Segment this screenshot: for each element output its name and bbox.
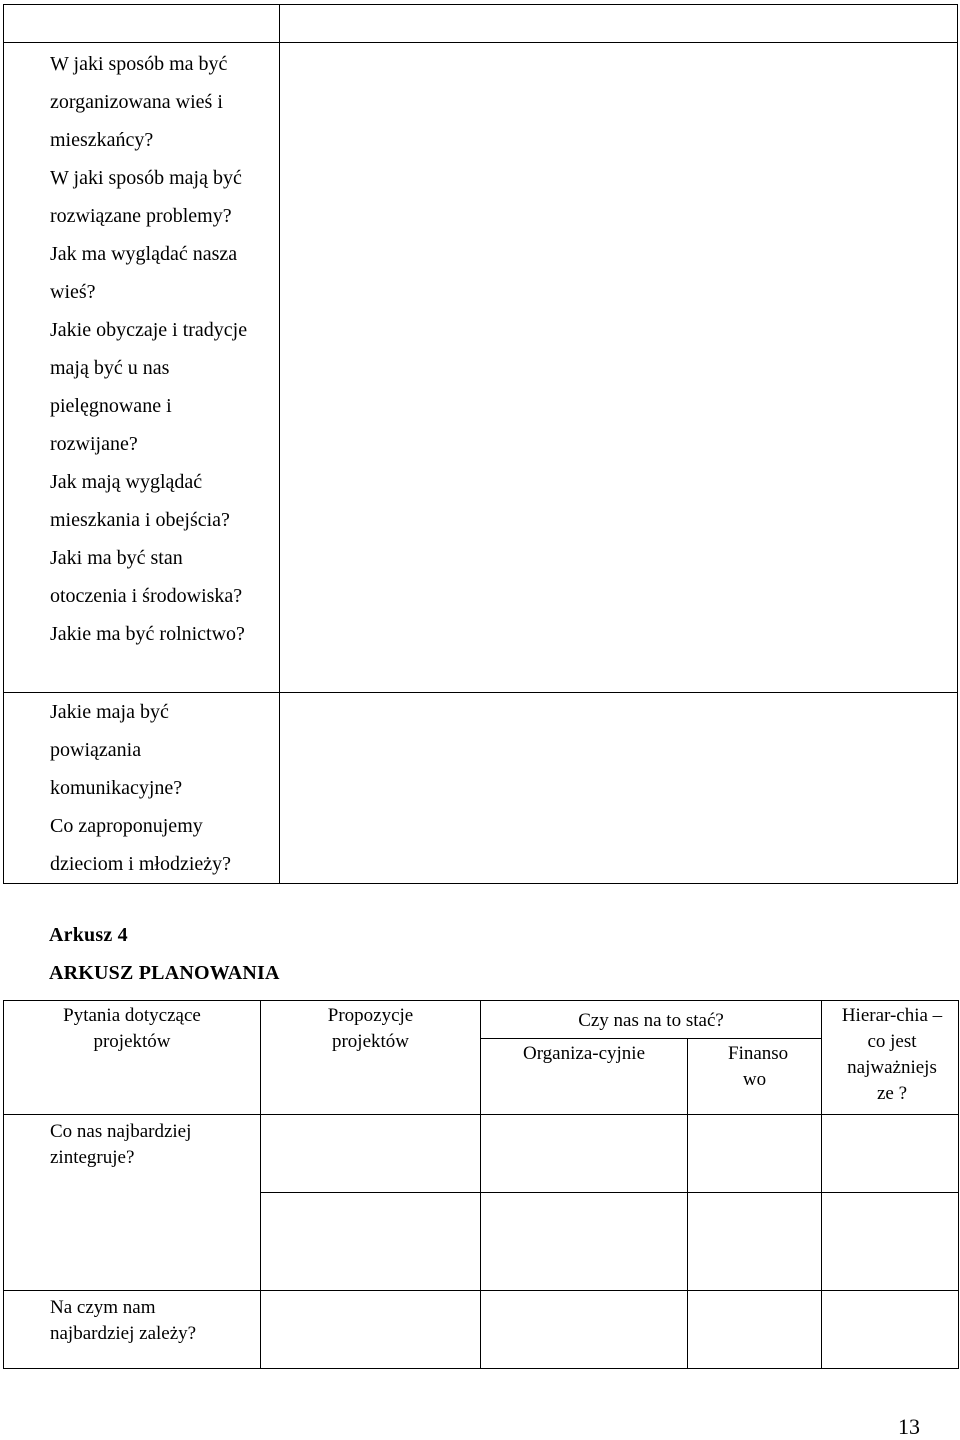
answers-cell-2[interactable] <box>280 693 958 884</box>
header-affordability-label: Czy nas na to stać? <box>578 1009 724 1031</box>
row-question-1-label: Co nas najbardziej zintegruje? <box>50 1121 192 1168</box>
question-line: komunikacyjne? <box>50 777 183 799</box>
hierarchy-cell[interactable] <box>822 1291 959 1369</box>
row-question-1 <box>4 1115 261 1291</box>
question-line: wieś? <box>50 281 96 303</box>
question-line: mieszkania i obejścia? <box>50 509 230 531</box>
proposal-cell[interactable] <box>261 1291 481 1369</box>
financial-cell[interactable] <box>688 1291 822 1369</box>
hierarchy-cell[interactable] <box>822 1115 959 1193</box>
question-line: mają być u nas <box>50 357 170 379</box>
question-line: Jaki ma być stan <box>50 547 183 569</box>
proposal-cell[interactable] <box>261 1115 481 1193</box>
header-questions <box>4 1001 261 1115</box>
header-proposals-label: Propozycje projektów <box>327 1005 414 1052</box>
questions-table-header-left <box>4 5 280 43</box>
question-line: Jak mają wyglądać <box>50 471 203 493</box>
header-financial <box>688 1039 822 1115</box>
header-financial-label: Finanso wo <box>728 1043 789 1090</box>
question-line: Co zaproponujemy <box>50 815 203 837</box>
question-line: rozwiązane problemy? <box>50 205 232 227</box>
question-line: pielęgnowane i <box>50 395 172 417</box>
header-proposals <box>261 1001 481 1115</box>
row-question-2-label: Na czym nam najbardziej zależy? <box>50 1297 197 1344</box>
header-questions-label: Pytania dotyczące projektów <box>63 1005 201 1052</box>
question-line: powiązania <box>50 739 142 761</box>
question-line: Jakie ma być rolnictwo? <box>50 623 245 645</box>
header-hierarchy-label: Hierar-chia – co jest najważniejs ze ? <box>841 1005 943 1104</box>
organizational-cell[interactable] <box>481 1193 688 1291</box>
financial-cell[interactable] <box>688 1193 822 1291</box>
answers-cell-1[interactable] <box>280 43 958 693</box>
page-number: 13 <box>898 1414 920 1439</box>
sheet-label: Arkusz 4 <box>49 924 128 946</box>
row-question-2 <box>4 1291 261 1369</box>
question-line: dzieciom i młodzieży? <box>50 853 232 875</box>
question-line: rozwijane? <box>50 433 138 455</box>
header-organizational <box>481 1039 688 1115</box>
question-line: Jakie obyczaje i tradycje <box>50 319 248 341</box>
organizational-cell[interactable] <box>481 1291 688 1369</box>
question-line: otoczenia i środowiska? <box>50 585 243 607</box>
financial-cell[interactable] <box>688 1115 822 1193</box>
question-line: W jaki sposób mają być <box>50 167 242 189</box>
questions-cell-2 <box>4 693 280 884</box>
question-line: Jakie maja być <box>50 701 169 723</box>
question-line: zorganizowana wieś i <box>50 91 223 113</box>
proposal-cell[interactable] <box>261 1193 481 1291</box>
question-line: W jaki sposób ma być <box>50 53 228 75</box>
question-line: Jak ma wyglądać nasza <box>50 243 238 265</box>
questions-cell-1 <box>4 43 280 693</box>
hierarchy-cell[interactable] <box>822 1193 959 1291</box>
header-affordability <box>481 1001 822 1039</box>
organizational-cell[interactable] <box>481 1115 688 1193</box>
questions-table-header-right <box>280 5 958 43</box>
header-organizational-label: Organiza-cyjnie <box>522 1043 646 1064</box>
question-line: mieszkańcy? <box>50 129 154 151</box>
planning-table <box>3 1000 959 1369</box>
sheet-title: ARKUSZ PLANOWANIA <box>49 962 280 984</box>
header-hierarchy <box>822 1001 959 1115</box>
questions-table <box>3 4 958 884</box>
